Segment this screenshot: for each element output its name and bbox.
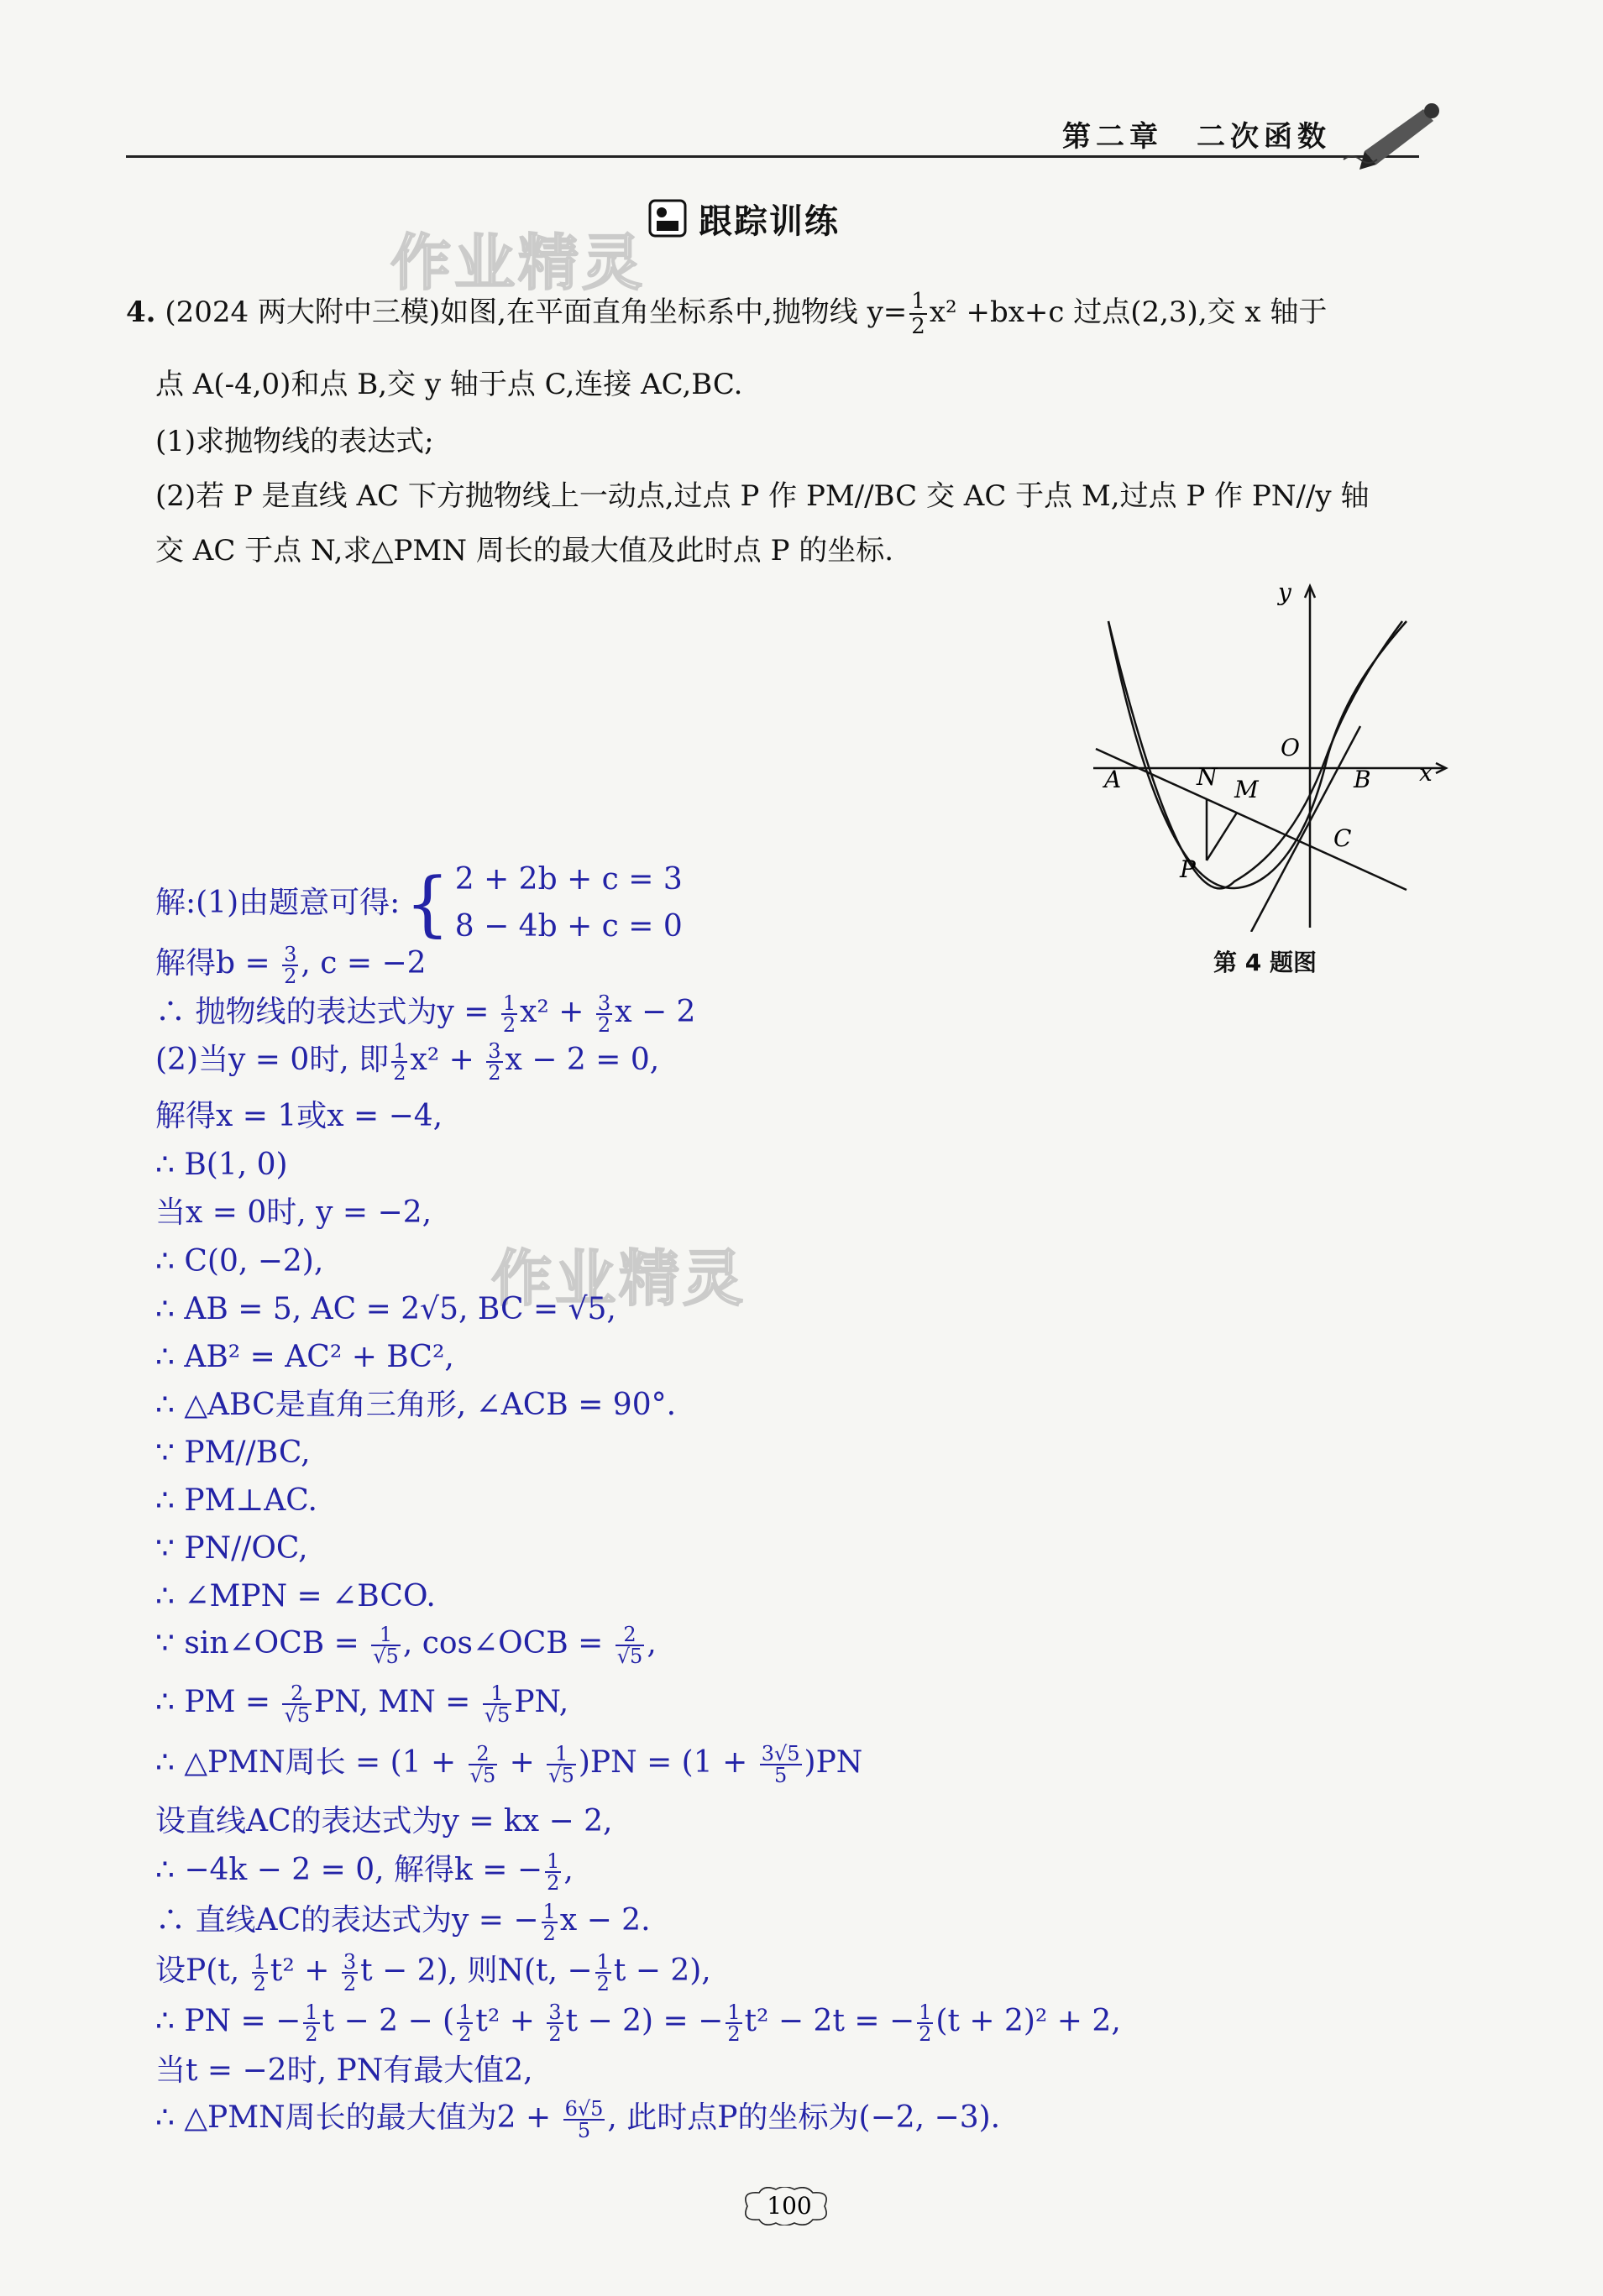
solution-line-18: ∴ △PMN周长 = (1 + $\frac{2}{√5}$ + $\frac{1}{√5}$ )PN = (1 + $\frac{3√5}{5}$ )PN	[155, 1742, 863, 1787]
solution-line-1: 解:(1)由题意可得: { 2 + 2b + c = 3 8 − 4b + c = 0	[155, 862, 683, 944]
solution-line-22: 设P(t, $\frac{1}{2}$ t² + $\frac{3}{2}$ t − 2), 则N(t, − $\frac{1}{2}$ t − 2),	[155, 1950, 711, 1995]
solution-line-12: ∵ PM//BC,	[155, 1436, 311, 1470]
section-heading	[647, 193, 840, 243]
header-rule	[126, 155, 1419, 158]
label-y: y	[1278, 579, 1291, 606]
solution-line-20: ∴ −4k − 2 = 0, 解得k = − $\frac{1}{2}$ ,	[155, 1849, 574, 1895]
solution-line-21: ∴ 直线AC的表达式为y = − $\frac{1}{2}$ x − 2.	[155, 1900, 651, 1945]
question-line-1: 4. (2024 两大附中三模)如图,在平面直角坐标系中,抛物线 y= $\frac{1}{2}$ x² +bx+c 过点(2,3),交 x 轴于	[126, 289, 1328, 339]
training-icon	[647, 197, 689, 239]
parabola-curve	[1108, 621, 1402, 888]
section-title: 跟踪训练	[699, 201, 840, 241]
watermark: 作业精灵	[491, 1243, 747, 1314]
solution-line-15: ∴ ∠MPN = ∠BCO.	[155, 1579, 436, 1613]
solution-line-9: ∴ AB = 5, AC = 2√5, BC = √5,	[155, 1292, 616, 1326]
solution-line-11: ∴ △ABC是直角三角形, ∠ACB = 90°.	[155, 1388, 677, 1422]
solution-line-4: (2)当y = 0时, 即 $\frac{1}{2}$ x² + $\frac{3}{2}$ x − 2 = 0,	[155, 1039, 660, 1085]
solution-line-23: ∴ PN = − $\frac{1}{2}$ t − 2 − ( $\frac{1}{2}$ t² + $\frac{3}{2}$ t − 2) = − $\frac{1}{2}$ t² − 2t = − $\frac{1}{2}$ (t + 2)² + 2,	[155, 2001, 1121, 2046]
label-x: x	[1419, 759, 1433, 787]
solution-line-25: ∴ △PMN周长的最大值为2 + $\frac{6√5}{5}$ , 此时点P的坐标为(−2, −3).	[155, 2097, 1001, 2142]
question-line-5: 交 AC 于点 N,求△PMN 周长的最大值及此时点 P 的坐标.	[155, 534, 894, 567]
solution-line-10: ∴ AB² = AC² + BC²,	[155, 1340, 454, 1374]
solution-line-16: ∵ sin∠OCB = $\frac{1}{√5}$ , cos∠OCB = $\frac{2}{√5}$ ,	[155, 1623, 657, 1668]
solution-line-17: ∴ PM = $\frac{2}{√5}$ PN, MN = $\frac{1}{√5}$ PN,	[155, 1681, 569, 1727]
solution-line-7: 当x = 0时, y = −2,	[155, 1195, 432, 1230]
question-line-2: 点 A(-4,0)和点 B,交 y 轴于点 C,连接 AC,BC.	[155, 368, 743, 401]
label-n: N	[1197, 763, 1218, 791]
solution-line-8: ∴ C(0, −2),	[155, 1244, 324, 1279]
page-number: 100	[767, 2192, 812, 2220]
question-number: 4.	[126, 295, 156, 329]
chapter-header: 第二章 二次函数	[1062, 120, 1331, 154]
label-b: B	[1354, 766, 1371, 793]
parabola-curve	[1108, 621, 1407, 888]
label-p: P	[1180, 855, 1196, 883]
solution-line-14: ∵ PN//OC,	[155, 1531, 308, 1566]
solution-line-2: 解得b = $\frac{3}{2}$ , c = −2	[155, 943, 427, 988]
solution-line-6: ∴ B(1, 0)	[155, 1148, 288, 1182]
figure-caption: 第 4 题图	[1213, 949, 1317, 976]
question-line-3: (1)求抛物线的表达式;	[155, 425, 434, 458]
label-m: M	[1234, 776, 1259, 803]
line-pm	[1207, 813, 1237, 860]
solution-line-24: 当t = −2时, PN有最大值2,	[155, 2053, 533, 2088]
pencil-icon	[1339, 92, 1457, 176]
solution-line-5: 解得x = 1或x = −4,	[155, 1099, 443, 1133]
solution-line-13: ∴ PM⊥AC.	[155, 1483, 317, 1518]
label-c: C	[1333, 824, 1352, 852]
question-line-4: (2)若 P 是直线 AC 下方抛物线上一动点,过点 P 作 PM//BC 交 AC 于点 M,过点 P 作 PN//y 轴	[155, 479, 1370, 513]
parabola-figure	[1083, 579, 1453, 932]
label-a: A	[1104, 766, 1122, 793]
solution-line-3: ∴ 抛物线的表达式为y = $\frac{1}{2}$ x² + $\frac{3}{2}$ x − 2	[155, 991, 696, 1037]
page-number-badge	[739, 2187, 840, 2225]
watermark: 作业精灵	[390, 228, 647, 298]
label-o: O	[1281, 734, 1300, 761]
solution-line-19: 设直线AC的表达式为y = kx − 2,	[155, 1804, 613, 1838]
